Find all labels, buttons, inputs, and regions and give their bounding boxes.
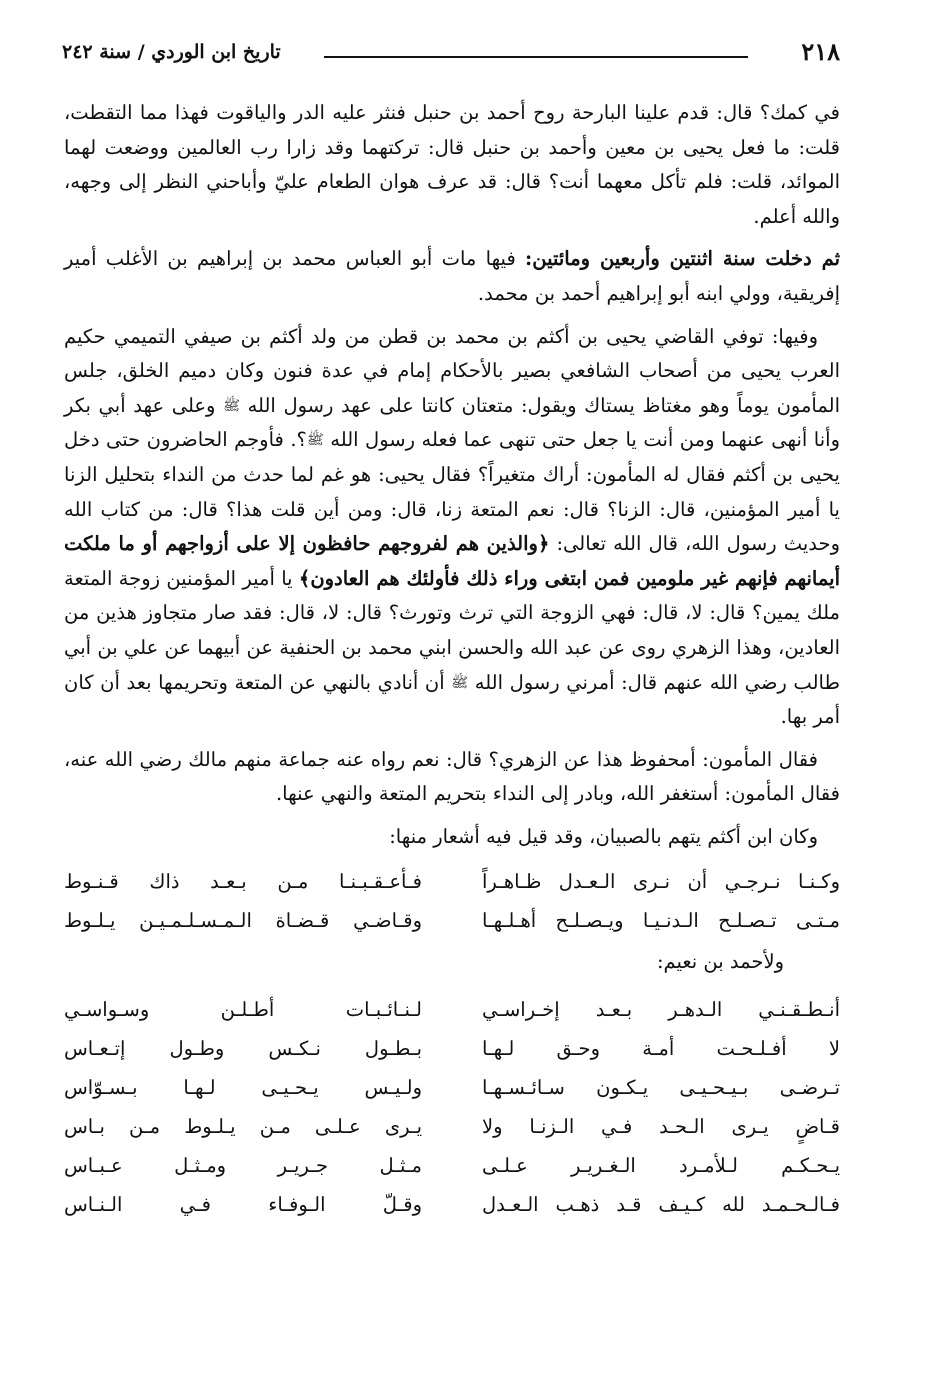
salla-honorific: ﷺ [223,397,240,414]
verse [64,862,840,901]
poem-2 [64,990,840,1224]
paragraph-text: وعلى عهد أبي بكر وأنا أنهى عنهما ومن أنت يا جعل حتى تنهى عما فعله رسول الله [64,393,840,452]
hemistich-second: فـأعـقـبـنـا مـن بـعـد ذاك قـنـوط [64,870,422,894]
paragraph-text: أن أنادي بالنهي عن المتعة وتحريمها بعد أن كان أمر بها. [64,670,840,729]
page-number: ٢١٨ [801,37,840,66]
paragraph-text: وفيها: توفي القاضي يحيى بن أكثم بن محمد بن قطن من ولد أكثم بن صيفي التميمي حكيم العرب يحيى من أصحاب الشافعي بصير بالأحكام إمام في عدة فنون وكان دميم الخلق، جلس المأمون يوماً وهو مغتاظ يستاك ويقول: متعتان كانتا على عهد رسول الله [64,324,840,417]
hemistich-first: تـرضـى بـيـحـيـى يـكـون سـائـسـهـا [482,1076,840,1100]
verse [64,990,840,1029]
salla-honorific: ﷺ [451,674,469,691]
paragraph: وكان ابن أكثم يتهم بالصبيان، وقد قيل فيه أشعار منها: [389,824,818,848]
poem-attribution: ولأحمد بن نعيم: [656,950,784,974]
paragraph [64,320,840,735]
hemistich-second: بـطـول نـكـس وطـول إتـعـاس [64,1037,422,1061]
verse [64,901,840,940]
paragraph [64,242,840,311]
hemistich-second: يـرى عـلـى مـن يـلـوط مـن بـاس [64,1115,422,1139]
hemistich-first: قـاضٍ يـرى الـحـد فـي الـزنـا ولا [482,1115,840,1139]
hemistich-second: وقـاضـي قـضـاة الـمـسـلـمـيـن يـلـوط [64,909,422,933]
verse [64,1185,840,1224]
verse [64,1029,840,1068]
hemistich-second: لـنـائـبـات أطـلـن وسـواسـي [64,998,422,1022]
poem-1 [64,862,840,940]
hemistich-second: ولـيـس يـحـيـى لـهـا بـسـوّاس [64,1076,422,1100]
main-text [64,96,840,1224]
year-heading: ثم دخلت سنة اثنتين وأربعين ومائتين: [525,247,840,271]
hemistich-first: فـالـحـمـد لله كـيـف قـد ذهـب الـعـدل [482,1193,840,1217]
hemistich-first: لا أفـلـحـت أمـة وحـق لـهـا [482,1037,840,1061]
quran-verse: ﴿والذين هم لفروجهم حافظون إلا على أزواجهم أو ما ملكت أيمانهم فإنهم غير ملومين فمن ابتغى وراء ذلك فأولئك هم العادون﴾ [64,532,840,590]
hemistich-first: مـتـى تـصـلـح الـدنـيـا ويـصـلـح أهـلـهـا [482,909,840,933]
hemistich-second: وقـلّ الـوفـاء فـي الـنـاس [64,1193,422,1217]
header-rule [324,56,748,58]
verse [64,1068,840,1107]
verse [64,1146,840,1185]
hemistich-first: أنـطـقـنـي الـدهـر بـعـد إخـراسـي [482,998,840,1022]
running-title: تاريخ ابن الوردي / سنة ٢٤٢ [62,41,281,63]
paragraph-text: يا أمير المؤمنين زوجة المتعة ملك يمين؟ قال: لا، قال: فهي الزوجة التي ترث وتورث؟ قال: لا، قال: فقد صار متجاوز هذين من العادين، وهذا الزهري روى عن عبد الله والحسن ابني محمد بن الحنفية عن أبيهما عن علي بن أبي طالب رضي الله عنهم قال: أمرني رسول الله [64,566,840,694]
salla-honorific: ﷺ [306,432,324,449]
page-header [62,32,840,72]
paragraph: فقال المأمون: أمحفوظ هذا عن الزهري؟ قال: نعم رواه عنه جماعة منهم مالك رضي الله عنه، فقال المأمون: أستغفر الله، وبادر إلى النداء بتحريم المتعة والنهي عنها. [64,747,840,806]
verse [64,1107,840,1146]
paragraph-text: ؟. فأوجم الحاضرون حتى دخل يحيى بن أكثم فقال له المأمون: أراك متغيراً؟ فقال يحيى: هو غم لما حدث من النداء بتحليل الزنا يا أمير المؤمنين، قال: الزنا؟ قال: نعم المتعة زنا، قال: ومن أين قلت هذا؟ قال: من كتاب الله وحديث رسول الله، قال الله تعالى: [64,428,840,556]
hemistich-first: يـحـكـم لـلأمـرد الـغـريـر عـلـى [482,1154,840,1178]
paragraph: في كمك؟ قال: قدم علينا البارحة روح أحمد بن حنبل فنثر عليه الدر والياقوت فهذا مما التقطت، قلت: ما فعل يحيى بن معين وأحمد بن حنبل قال: تركتهما وقد زارا رب العالمين ووضعت لهما الموائد، قلت: فلم تأكل معهما أنت؟ قال: قد عرف هوان الطعام عليّ وأباحني النظر إلى وجهه، والله أعلم. [64,101,840,228]
hemistich-first: وكـنـا نـرجـي أن نـرى الـعـدل ظـاهـراً [482,870,840,894]
paragraph-text: فيها مات أبو العباس محمد بن إبراهيم بن الأغلب أمير إفريقية، وولي ابنه أبو إبراهيم أحمد بن محمد. [64,247,840,305]
hemistich-second: مـثـل جـريـر ومـثـل عـبـاس [64,1154,422,1178]
